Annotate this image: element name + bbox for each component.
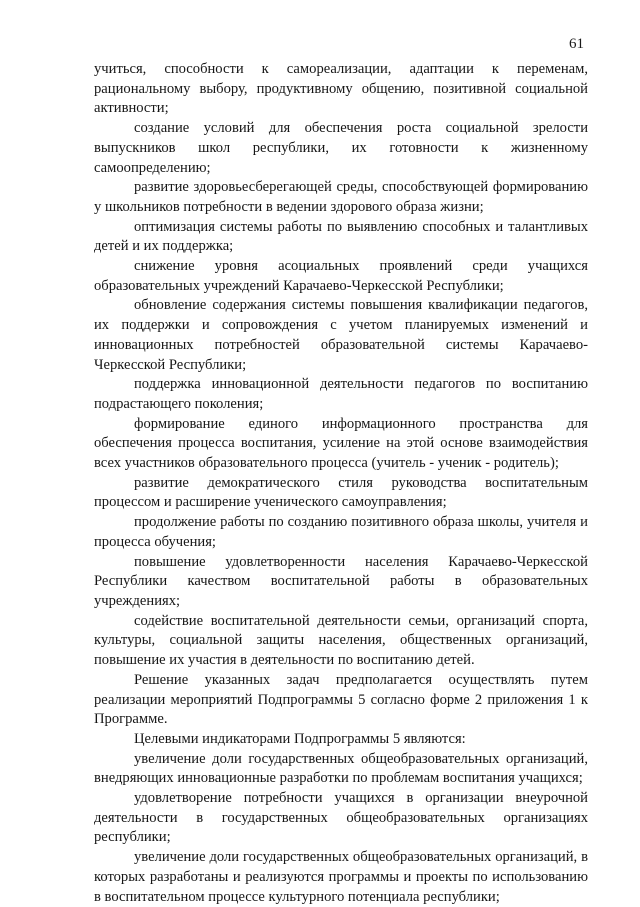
paragraph-13: Решение указанных задач предполагается осуществлять путем реализации мероприятий Подпрограммы 5 согласно форме 2 приложения 1 к Программе.	[94, 671, 588, 728]
paragraph-8: формирование единого информационного пространства для обеспечения процесса воспитания, усиление на этой основе взаимодействия всех участников образовательного процесса (учитель - ученик - родитель);	[94, 415, 588, 472]
paragraph-11: повышение удовлетворенности населения Карачаево-Черкесской Республики качеством воспитательной работы в образовательных учреждениях;	[94, 553, 588, 609]
paragraph-12: содействие воспитательной деятельности семьи, организаций спорта, культуры, социальной защиты населения, общественных организаций, повышение их участия в деятельности по воспитанию детей.	[94, 612, 588, 669]
paragraph-5: снижение уровня асоциальных проявлений среди учащихся образовательных учреждений Карачаево-Черкесской Республики;	[94, 258, 588, 294]
paragraph-2: создание условий для обеспечения роста социальной зрелости выпускников школ республики, их готовности к жизненному самоопределению;	[94, 120, 588, 176]
paragraph-10: продолжение работы по созданию позитивного образа школы, учителя и процесса обучения;	[94, 514, 588, 550]
page-number: 61	[569, 36, 584, 52]
paragraph-16: удовлетворение потребности учащихся в организации внеурочной деятельности в государственных общеобразовательных организациях республики;	[94, 790, 588, 846]
paragraph-17: увеличение доли государственных общеобразовательных организаций, в которых разработаны и реализуются программы и проекты по использованию в воспитательном процессе культурного потенциала республики;	[94, 849, 588, 905]
paragraph-15: увеличение доли государственных общеобразовательных организаций, внедряющих инновационные разработки по проблемам воспитания учащихся;	[94, 750, 588, 787]
paragraph-9: развитие демократического стиля руководства воспитательным процессом и расширение ученического самоуправления;	[94, 474, 588, 511]
paragraph-4: оптимизация системы работы по выявлению способных и талантливых детей и их поддержка;	[94, 218, 588, 255]
paragraph-14: Целевыми индикаторами Подпрограммы 5 являются:	[134, 730, 466, 747]
paragraph-6: обновление содержания системы повышения квалификации педагогов, их поддержки и сопровождения с учетом планируемых изменений и инновационных потребностей образовательной системы Карачаево-Черкесской Республики;	[94, 297, 588, 373]
paragraph-3: развитие здоровьесберегающей среды, способствующей формированию у школьников потребности в ведении здорового образа жизни;	[94, 179, 588, 215]
paragraph-7: поддержка инновационной деятельности педагогов по воспитанию подрастающего поколения;	[94, 376, 588, 412]
document-body	[94, 60, 588, 907]
paragraph-1: учиться, способности к самореализации, адаптации к переменам, рациональному выбору, продуктивному общению, позитивной социальной активности;	[94, 61, 588, 117]
